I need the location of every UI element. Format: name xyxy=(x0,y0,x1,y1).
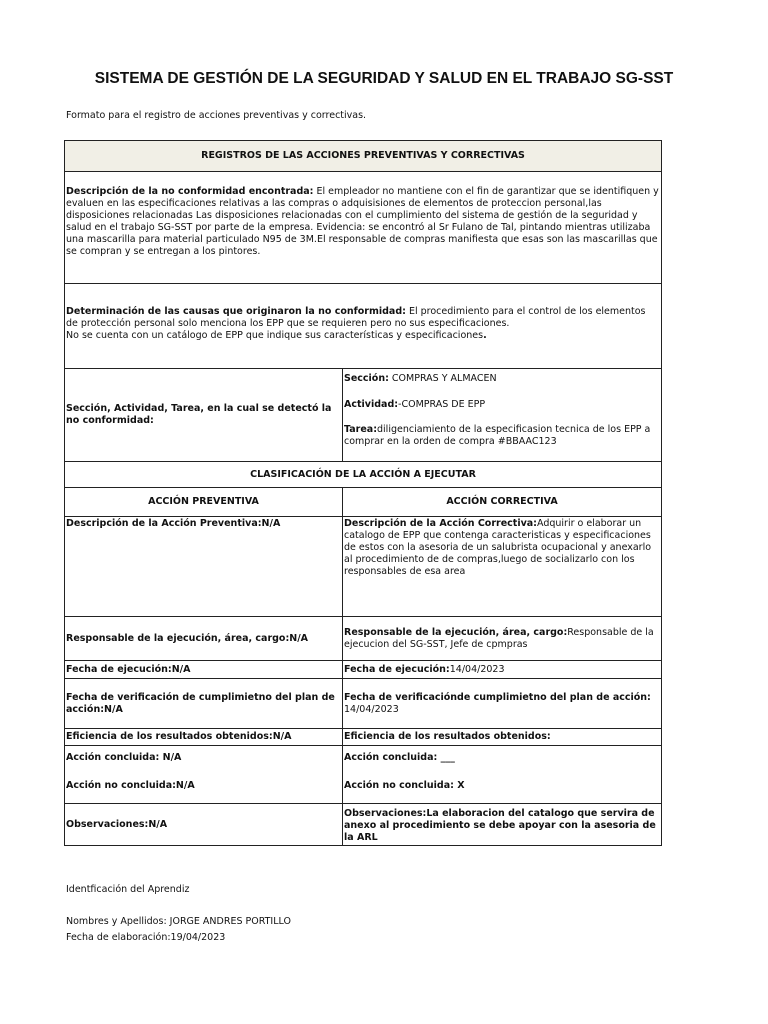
corrective-responsible-value: Responsable de la ejecucion del SG-SST, Jefe de cpmpras xyxy=(344,626,654,650)
footer-names-value: JORGE ANDRES PORTILLO xyxy=(166,916,291,927)
preventive-responsible-cell xyxy=(65,617,343,661)
seccion-line xyxy=(344,373,660,385)
preventive-date-cell xyxy=(65,661,343,679)
actividad-line xyxy=(344,399,660,411)
preventive-header: ACCIÓN PREVENTIVA xyxy=(65,488,343,517)
corrective-not-concluded-label: Acción no concluida: xyxy=(344,780,454,791)
footer-date-value: 19/04/2023 xyxy=(170,932,226,943)
corrective-efficiency-cell xyxy=(343,729,662,746)
tarea-value: diligenciamiento de la especificasion tecnica de los EPP a comprar en la orden de compra #BBAAC123 xyxy=(344,424,651,447)
corrective-date-value: 14/04/2023 xyxy=(449,663,505,675)
preventive-concluded-label: Acción concluida: xyxy=(66,752,160,763)
causes-text-2-end: . xyxy=(483,329,487,341)
corrective-verification-cell xyxy=(343,679,662,729)
nonconformity-text: El empleador no mantiene con el fin de garantizar que se identifiquen y evaluen en las especificaciones relativas a las compras o adquisisiones de elementos de proteccion personal,las disposiciones relacionadas Las disposiciones relacionadas con el cumplimiento del sistema de gestión de la seguridad y salud en el trabajo SG-SST por parte de la empresa. Evidencia: se encontró al Sr Fulano de Tal, pintando mientras utilizaba una mascarilla para material particulado N95 de 3M.El responsable de compras manifiesta que esas son las mascarillas que se compran y se entregan a los pintores. xyxy=(66,186,659,257)
corrective-description-cell xyxy=(343,517,662,617)
footer-date-line xyxy=(66,932,225,943)
causes-label: Determinación de las causas que originaron la no conformidad: xyxy=(66,305,406,317)
preventive-description-cell xyxy=(65,517,343,617)
preventive-date-value: N/A xyxy=(171,663,191,675)
corrective-date-label: Fecha de ejecución: xyxy=(344,663,450,675)
corrective-not-concluded-value: X xyxy=(453,780,465,791)
preventive-description-value: N/A xyxy=(261,518,281,529)
corrective-concluded-label: Acción concluida: xyxy=(344,752,438,763)
classification-header: CLASIFICACIÓN DE LA ACCIÓN A EJECUTAR xyxy=(65,462,662,488)
footer-names-label: Nombres y Apellidos: xyxy=(66,916,167,927)
corrective-conclusion-cell xyxy=(343,746,662,804)
nonconformity-cell xyxy=(65,172,662,284)
preventive-not-concluded-label: Acción no concluida: xyxy=(66,780,176,791)
preventive-efficiency-label: Eficiencia de los resultados obtenidos: xyxy=(66,731,273,742)
footer-date-label: Fecha de elaboración: xyxy=(66,932,171,943)
corrective-observations-label: Observaciones: xyxy=(344,808,427,819)
preventive-observations-cell xyxy=(65,804,343,846)
corrective-description-label: Descripción de la Acción Correctiva: xyxy=(344,518,537,529)
seccion-label: Sección: xyxy=(344,373,389,384)
tarea-line xyxy=(344,424,660,448)
preventive-conclusion-cell xyxy=(65,746,343,804)
preventive-responsible-value: N/A xyxy=(289,632,309,644)
corrective-date-cell xyxy=(343,661,662,679)
document-title: SISTEMA DE GESTIÓN DE LA SEGURIDAD Y SALUD EN EL TRABAJO SG-SST xyxy=(94,70,674,87)
preventive-description-label: Descripción de la Acción Preventiva: xyxy=(66,518,262,529)
section-details-cell xyxy=(343,369,662,462)
preventive-verification-value: N/A xyxy=(104,703,123,715)
actions-register-table xyxy=(64,140,662,846)
corrective-observations-value: La elaboracion del catalogo que servira de anexo al procedimiento se debe apoyar con la asesoria de la ARL xyxy=(344,808,656,843)
document-subtitle: Formato para el registro de acciones preventivas y correctivas. xyxy=(66,110,367,121)
corrective-header: ACCIÓN CORRECTIVA xyxy=(343,488,662,517)
corrective-concluded-value: ___ xyxy=(437,752,455,763)
seccion-value: COMPRAS Y ALMACEN xyxy=(388,373,497,384)
section-row-label-cell xyxy=(65,369,343,462)
preventive-responsible-label: Responsable de la ejecución, área, cargo: xyxy=(66,632,290,644)
corrective-responsible-label: Responsable de la ejecución, área, cargo: xyxy=(344,626,568,638)
corrective-observations-cell xyxy=(343,804,662,846)
nonconformity-label: Descripción de la no conformidad encontrada: xyxy=(66,186,314,197)
preventive-concluded-value: N/A xyxy=(159,752,182,763)
preventive-verification-label: Fecha de verificación de cumplimietno del plan de acción: xyxy=(66,691,335,715)
actividad-label: Actividad: xyxy=(344,399,399,410)
corrective-verification-value: 14/04/2023 xyxy=(344,703,399,715)
actividad-value: -COMPRAS DE EPP xyxy=(398,399,486,410)
preventive-date-label: Fecha de ejecución: xyxy=(66,663,172,675)
preventive-observations-label: Observaciones: xyxy=(66,818,149,830)
corrective-responsible-cell xyxy=(343,617,662,661)
tarea-label: Tarea: xyxy=(344,424,378,435)
preventive-efficiency-cell xyxy=(65,729,343,746)
corrective-description-value: Adquirir o elaborar un catalogo de EPP que contenga caracteristicas y especificaciones de estos con la asesoria de un salubrista ocupacional y anexarlo al procedimiento de de compras,luego de socializarlo con los responsables de esa area xyxy=(344,518,652,577)
footer-heading: Identficación del Aprendiz xyxy=(66,884,190,895)
corrective-verification-label: Fecha de verificaciónde cumplimietno del plan de acción: xyxy=(344,691,651,703)
causes-cell xyxy=(65,284,662,369)
preventive-verification-cell xyxy=(65,679,343,729)
preventive-not-concluded-value: N/A xyxy=(175,780,195,791)
corrective-efficiency-label: Eficiencia de los resultados obtenidos: xyxy=(344,731,551,742)
footer-names-line xyxy=(66,916,291,927)
preventive-observations-value: N/A xyxy=(148,818,168,830)
section-row-label: Sección, Actividad, Tarea, en la cual se detectó la no conformidad: xyxy=(66,403,332,426)
preventive-efficiency-value: N/A xyxy=(272,731,292,742)
causes-text: El procedimiento para el control de los elementos de protección personal solo menciona los EPP que se requieren pero no sus especificaciones. xyxy=(66,305,646,329)
table-header: REGISTROS DE LAS ACCIONES PREVENTIVAS Y CORRECTIVAS xyxy=(65,141,662,172)
causes-text-2: No se cuenta con un catálogo de EPP que indique sus características y especificaciones xyxy=(66,329,484,341)
